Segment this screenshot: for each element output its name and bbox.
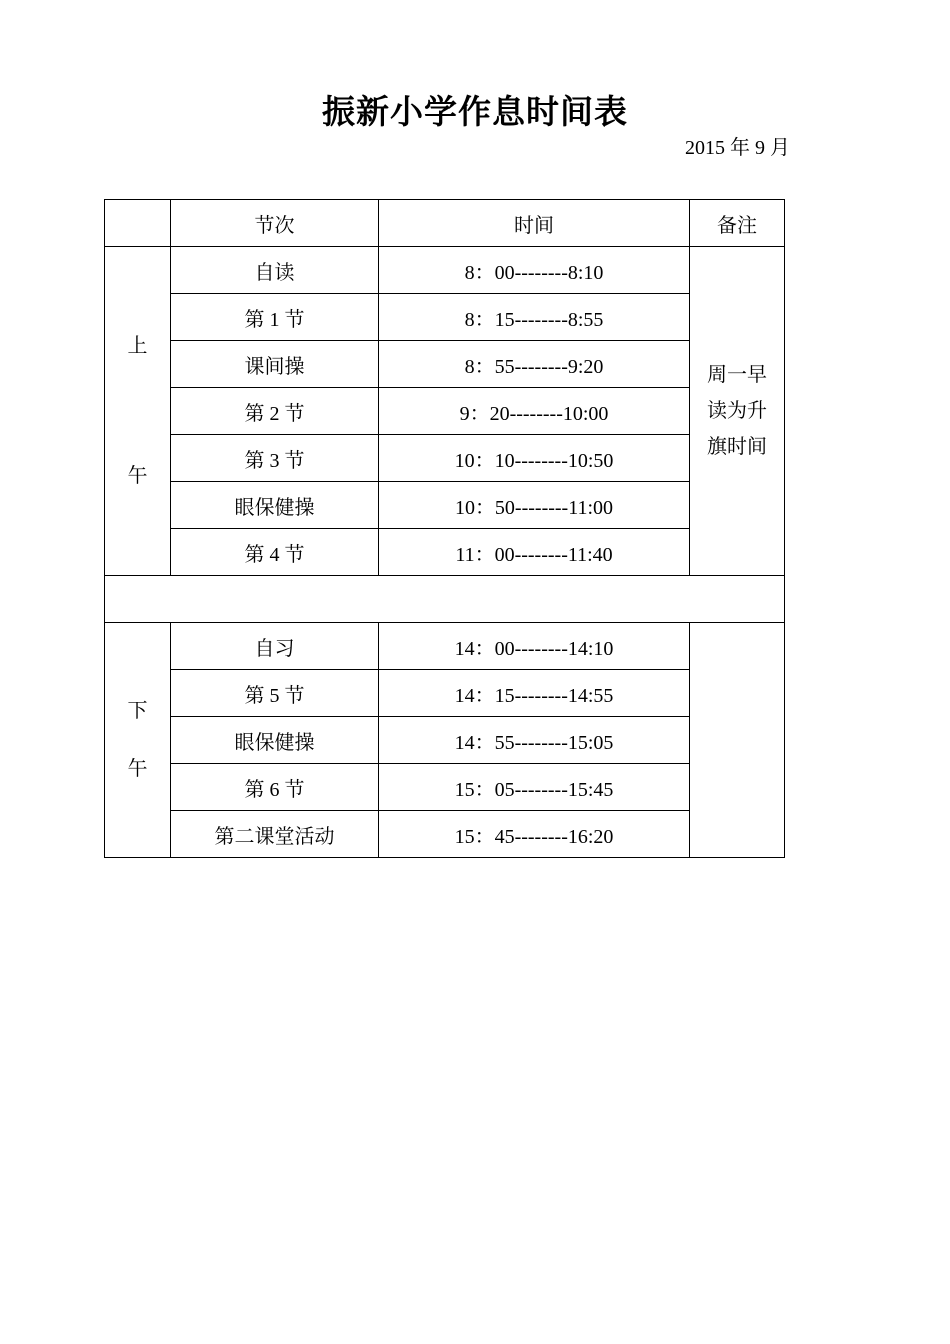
period-afternoon-cell: [105, 623, 171, 858]
time-cell: 8：55--------9:20: [379, 341, 690, 388]
session-cell: 第 2 节: [171, 388, 379, 435]
period-label-top: 下: [127, 700, 148, 722]
header-cell-period: [105, 200, 171, 247]
table-row: [105, 623, 785, 670]
table-row: [105, 670, 785, 717]
table-row: [105, 529, 785, 576]
table-row: [105, 764, 785, 811]
table-row: [105, 247, 785, 294]
break-row: [105, 576, 785, 623]
time-cell: 9：20--------10:00: [379, 388, 690, 435]
note-cell-afternoon: [690, 623, 785, 858]
session-cell: 第 1 节: [171, 294, 379, 341]
session-cell: 第 3 节: [171, 435, 379, 482]
session-cell: 第 6 节: [171, 764, 379, 811]
table-row: [105, 811, 785, 858]
time-cell: 8：00--------8:10: [379, 247, 690, 294]
time-cell: 10：50--------11:00: [379, 482, 690, 529]
period-label-bottom: 午: [127, 758, 148, 780]
table-row: [105, 482, 785, 529]
time-cell: 11：00--------11:40: [379, 529, 690, 576]
table-row: [105, 388, 785, 435]
note-cell-morning: [690, 247, 785, 576]
period-label-bottom: 午: [127, 465, 148, 487]
time-cell: 14：00--------14:10: [379, 623, 690, 670]
table-row: [105, 717, 785, 764]
table-row: [105, 294, 785, 341]
header-cell-time: 时间: [379, 200, 690, 247]
period-morning-cell: [105, 247, 171, 576]
table-row: [105, 341, 785, 388]
time-cell: 15：05--------15:45: [379, 764, 690, 811]
date-label: 2015 年 9 月: [685, 137, 790, 159]
table-row: [105, 435, 785, 482]
session-cell: 自习: [171, 623, 379, 670]
note-text: 周一早读为升旗时间: [707, 364, 767, 458]
session-cell: 眼保健操: [171, 717, 379, 764]
page-title: 振新小学作息时间表: [322, 92, 628, 131]
header-cell-note: 备注: [690, 200, 785, 247]
session-cell: 课间操: [171, 341, 379, 388]
break-cell: [105, 576, 785, 623]
session-cell: 自读: [171, 247, 379, 294]
schedule-table: [104, 199, 785, 858]
time-cell: 14：15--------14:55: [379, 670, 690, 717]
session-cell: 眼保健操: [171, 482, 379, 529]
session-cell: 第二课堂活动: [171, 811, 379, 858]
time-cell: 14：55--------15:05: [379, 717, 690, 764]
time-cell: 10：10--------10:50: [379, 435, 690, 482]
session-cell: 第 4 节: [171, 529, 379, 576]
time-cell: 15：45--------16:20: [379, 811, 690, 858]
session-cell: 第 5 节: [171, 670, 379, 717]
time-cell: 8：15--------8:55: [379, 294, 690, 341]
period-label-top: 上: [127, 335, 148, 357]
header-row: [105, 200, 785, 247]
header-cell-session: 节次: [171, 200, 379, 247]
